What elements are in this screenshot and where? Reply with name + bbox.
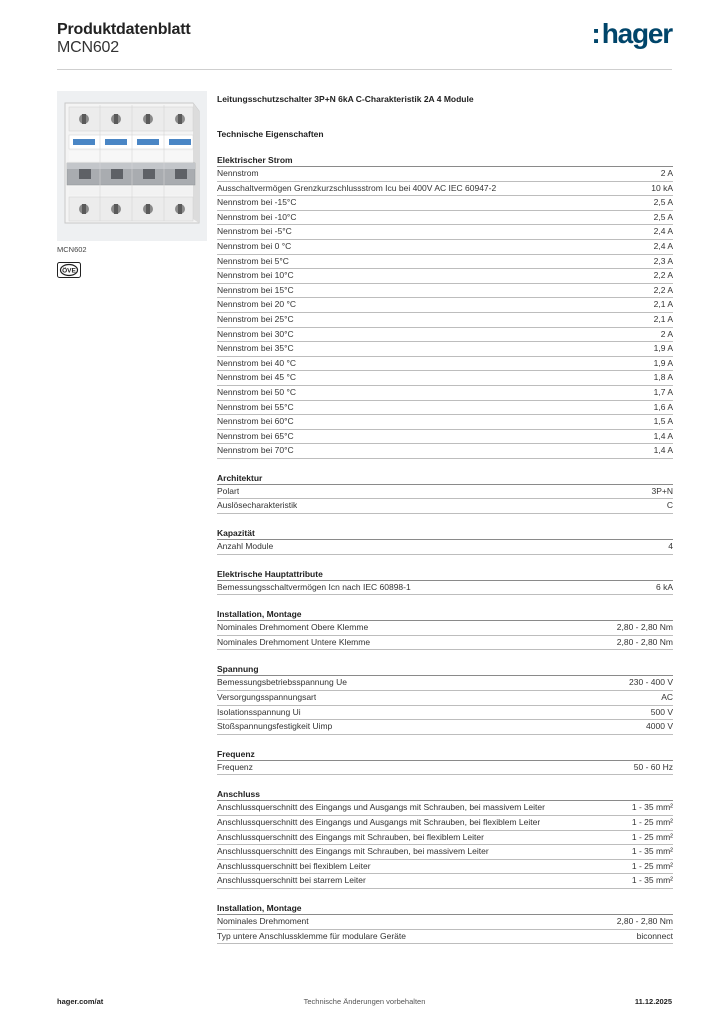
spec-label: Bemessungsschaltvermögen Icn nach IEC 60898-1: [217, 581, 411, 592]
spec-value: 2,2 A: [653, 270, 673, 281]
spec-label: Anschlussquerschnitt bei flexiblem Leiter: [217, 860, 371, 871]
spec-label: Nennstrom bei 35°C: [217, 343, 294, 354]
spec-label: Nennstrom bei -10°C: [217, 211, 297, 222]
spec-label: Ausschaltvermögen Grenzkurzschlussstrom Icu bei 400V AC IEC 60947-2: [217, 182, 497, 193]
footer-disclaimer: Technische Änderungen vorbehalten: [303, 997, 426, 1006]
spec-value: 2,1 A: [653, 299, 673, 310]
section-title: Elektrische Hauptattribute: [217, 568, 673, 581]
spec-value: biconnect: [636, 930, 673, 941]
section-title: Anschluss: [217, 788, 673, 801]
spec-row: [217, 225, 673, 240]
logo-text: hager: [601, 18, 672, 49]
spec-label: Polart: [217, 485, 240, 496]
spec-value: 1 - 25 mm²: [631, 831, 673, 842]
spec-label: Nominales Drehmoment: [217, 915, 309, 926]
spec-label: Nennstrom bei 60°C: [217, 416, 294, 427]
section-title: Installation, Montage: [217, 608, 673, 621]
spec-row: [217, 915, 673, 930]
spec-row: [217, 255, 673, 270]
spec-row: [217, 676, 673, 691]
spec-row: [217, 831, 673, 846]
spec-value: 1,5 A: [653, 416, 673, 427]
spec-label: Auslösecharakteristik: [217, 500, 298, 511]
section-title: Architektur: [217, 472, 673, 485]
circuit-breaker-illustration: [57, 91, 207, 241]
spec-label: Nennstrom bei 10°C: [217, 270, 294, 281]
spec-section: [217, 748, 673, 776]
spec-label: Stoßspannungsfestigkeit Uimp: [217, 721, 333, 732]
spec-row: [217, 269, 673, 284]
spec-value: 2,4 A: [653, 240, 673, 251]
header-divider: [57, 69, 672, 70]
spec-row: [217, 328, 673, 343]
page-subtitle: MCN602: [57, 39, 119, 56]
page-title: Produktdatenblatt: [57, 21, 191, 38]
spec-row: [217, 182, 673, 197]
footer-website-link[interactable]: hager.com/at: [57, 997, 104, 1006]
spec-value: 2,4 A: [653, 226, 673, 237]
circuit-breaker-image: [57, 91, 207, 241]
spec-label: Anschlussquerschnitt des Eingangs und Ausgangs mit Schrauben, bei flexiblem Leiter: [217, 817, 541, 827]
spec-row: [217, 196, 673, 211]
spec-row: [217, 930, 673, 945]
hager-logo: :hager: [591, 18, 672, 49]
spec-row: [217, 720, 673, 735]
spec-label: Nennstrom bei 5°C: [217, 255, 289, 266]
spec-row: [217, 357, 673, 372]
spec-value: 1,4 A: [653, 430, 673, 441]
spec-value: 2,5 A: [653, 197, 673, 208]
spec-row: [217, 401, 673, 416]
spec-row: [217, 167, 673, 182]
spec-label: Nennstrom bei 70°C: [217, 445, 294, 456]
spec-label: Nennstrom bei 25°C: [217, 313, 294, 324]
ove-certification-icon: [57, 262, 81, 278]
spec-value: 2,80 - 2,80 Nm: [616, 636, 673, 647]
spec-label: Nennstrom: [217, 168, 259, 178]
spec-value: 2,80 - 2,80 Nm: [616, 622, 673, 633]
spec-section: [217, 154, 673, 459]
spec-value: 2,3 A: [653, 255, 673, 266]
spec-row: [217, 342, 673, 357]
section-title: Installation, Montage: [217, 902, 673, 915]
spec-value: 2,2 A: [653, 284, 673, 295]
spec-row: [217, 386, 673, 401]
spec-row: [217, 415, 673, 430]
spec-row: [217, 371, 673, 386]
spec-row: [217, 444, 673, 459]
spec-label: Nennstrom bei 55°C: [217, 401, 294, 412]
section-title: Elektrischer Strom: [217, 154, 673, 167]
spec-row: [217, 816, 673, 831]
spec-value: 1,7 A: [653, 386, 673, 397]
spec-value: 4000 V: [646, 721, 673, 732]
spec-section: [217, 568, 673, 596]
spec-label: Nennstrom bei 45 °C: [217, 372, 296, 383]
product-description: Leitungsschutzschalter 3P+N 6kA C-Charakteristik 2A 4 Module: [217, 94, 474, 104]
spec-value: 10 kA: [651, 182, 673, 193]
spec-label: Versorgungsspannungsart: [217, 692, 317, 703]
spec-row: [217, 691, 673, 706]
spec-section: [217, 663, 673, 734]
spec-row: [217, 485, 673, 500]
spec-section: [217, 788, 673, 889]
spec-label: Anzahl Module: [217, 541, 274, 552]
spec-label: Anschlussquerschnitt bei starrem Leiter: [217, 875, 366, 886]
footer-date: 11.12.2025: [634, 997, 672, 1006]
spec-value: 500 V: [650, 706, 673, 717]
spec-value: 50 - 60 Hz: [633, 761, 673, 772]
svg-text:ÖVE: ÖVE: [62, 267, 76, 275]
spec-value: 1,6 A: [653, 401, 673, 412]
spec-label: Nennstrom bei 50 °C: [217, 386, 296, 397]
spec-value: AC: [661, 692, 673, 703]
spec-row: [217, 761, 673, 776]
spec-label: Isolationsspannung Ui: [217, 706, 301, 717]
spec-row: [217, 211, 673, 226]
spec-value: 1 - 35 mm²: [631, 802, 673, 813]
spec-row: [217, 621, 673, 636]
spec-row: [217, 706, 673, 721]
spec-value: 1 - 35 mm²: [631, 846, 673, 857]
spec-label: Typ untere Anschlussklemme für modulare Geräte: [217, 930, 406, 941]
spec-label: Nennstrom bei -15°C: [217, 197, 297, 208]
page-header: [57, 18, 672, 69]
spec-row: [217, 298, 673, 313]
spec-value: 1,8 A: [653, 372, 673, 383]
spec-row: [217, 801, 673, 816]
spec-section: [217, 527, 673, 555]
spec-section: [217, 472, 673, 514]
spec-value: 1 - 35 mm²: [631, 875, 673, 886]
spec-value: 1,9 A: [653, 343, 673, 354]
spec-row: [217, 860, 673, 875]
spec-value: 1 - 25 mm²: [631, 817, 673, 827]
spec-value: 1 - 25 mm²: [631, 860, 673, 871]
spec-value: 1,4 A: [653, 445, 673, 456]
spec-value: 2,1 A: [653, 313, 673, 324]
spec-value: 230 - 400 V: [629, 677, 673, 688]
product-caption: MCN602: [57, 245, 87, 254]
spec-row: [217, 845, 673, 860]
spec-value: 1,9 A: [653, 357, 673, 368]
spec-value: 2,80 - 2,80 Nm: [616, 915, 673, 926]
spec-label: Nennstrom bei 20 °C: [217, 299, 296, 310]
spec-label: Nominales Drehmoment Untere Klemme: [217, 636, 371, 647]
section-title: Frequenz: [217, 748, 673, 761]
section-title: Kapazität: [217, 527, 673, 540]
spec-value: 6 kA: [655, 581, 673, 592]
spec-row: [217, 430, 673, 445]
spec-section: [217, 608, 673, 650]
technical-properties-title: Technische Eigenschaften: [217, 129, 324, 139]
spec-label: Anschlussquerschnitt des Eingangs mit Schrauben, bei flexiblem Leiter: [217, 831, 484, 842]
section-title: Spannung: [217, 663, 673, 676]
spec-section: [217, 902, 673, 944]
spec-row: [217, 499, 673, 514]
spec-label: Nennstrom bei -5°C: [217, 226, 292, 237]
spec-label: Nennstrom bei 30°C: [217, 328, 294, 339]
spec-sections: [217, 154, 673, 944]
spec-row: [217, 581, 673, 596]
spec-row: [217, 313, 673, 328]
spec-label: Nennstrom bei 0 °C: [217, 240, 292, 251]
spec-label: Anschlussquerschnitt des Eingangs mit Schrauben, bei massivem Leiter: [217, 846, 489, 857]
spec-label: Nennstrom bei 15°C: [217, 284, 294, 295]
spec-value: 4: [668, 541, 673, 552]
spec-row: [217, 540, 673, 555]
spec-label: Anschlussquerschnitt des Eingangs und Ausgangs mit Schrauben, bei massivem Leiter: [217, 802, 545, 813]
spec-value: 2 A: [660, 168, 673, 178]
spec-row: [217, 284, 673, 299]
spec-row: [217, 240, 673, 255]
spec-value: 2,5 A: [653, 211, 673, 222]
spec-row: [217, 636, 673, 651]
spec-value: C: [666, 500, 673, 511]
spec-label: Bemessungsbetriebsspannung Ue: [217, 677, 347, 688]
spec-label: Nennstrom bei 65°C: [217, 430, 294, 441]
specification-content: [217, 92, 673, 944]
spec-label: Nennstrom bei 40 °C: [217, 357, 296, 368]
spec-row: [217, 874, 673, 889]
spec-label: Nominales Drehmoment Obere Klemme: [217, 622, 369, 633]
page-footer: [57, 997, 672, 1009]
spec-label: Frequenz: [217, 761, 253, 772]
spec-value: 2 A: [660, 328, 673, 339]
spec-value: 3P+N: [651, 485, 673, 496]
